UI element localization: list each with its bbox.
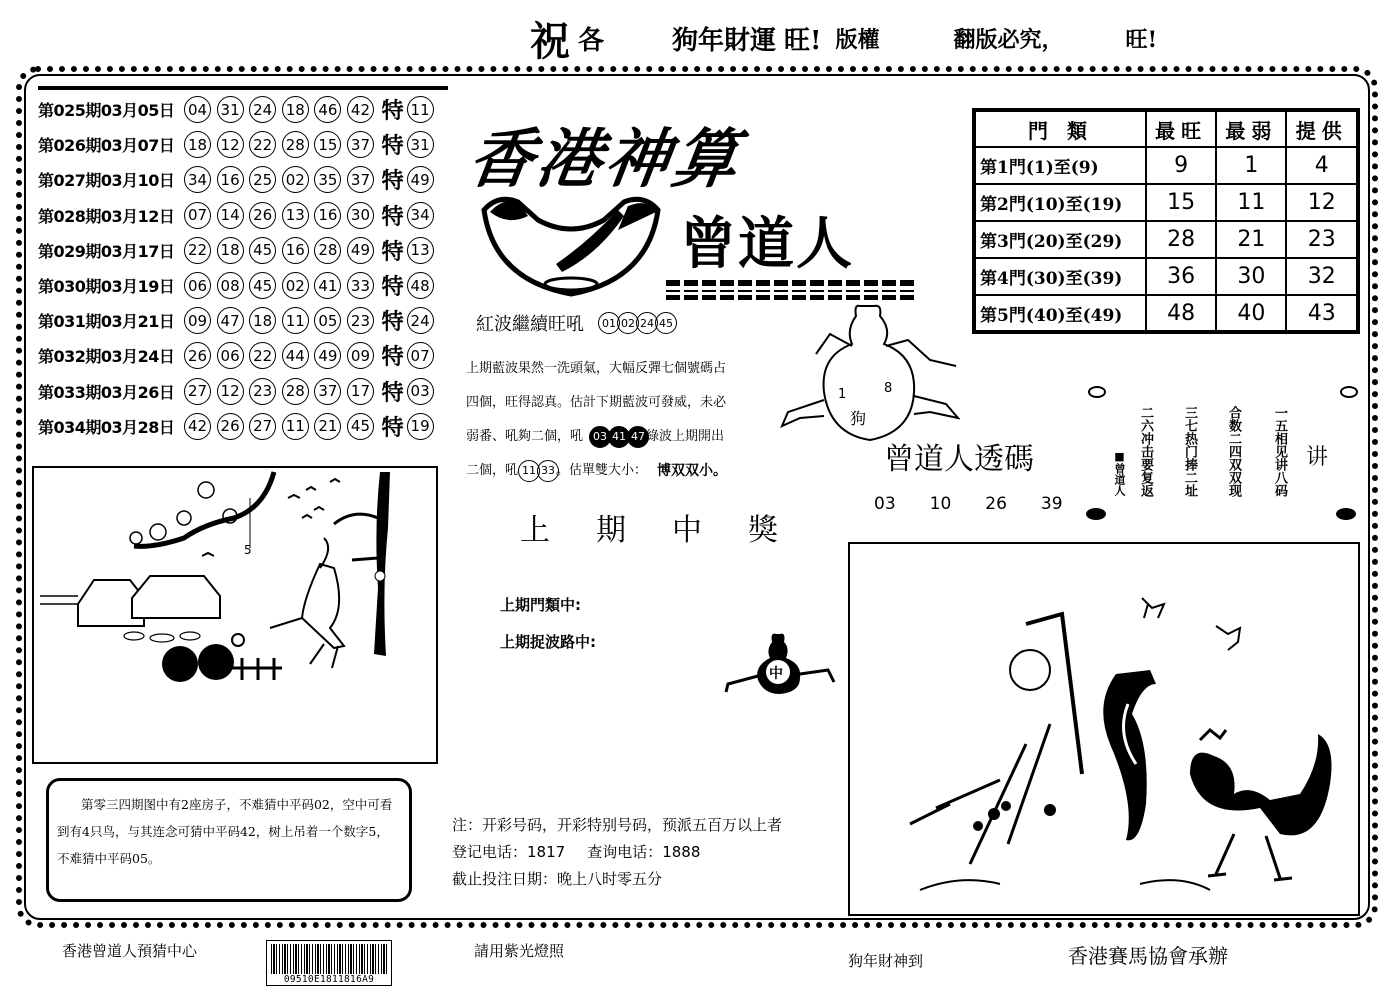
last-winner-heading: 上期中獎 [520, 513, 824, 548]
author-name: 曾道人 [680, 211, 854, 277]
footer-center: 香港曾道人預猜中心 [62, 942, 198, 960]
draw-ball: 06 [184, 272, 211, 299]
special-marker: 特 [381, 344, 404, 371]
draw-ball: 13 [282, 202, 309, 229]
draw-ball: 27 [184, 378, 211, 405]
draw-ball: 16 [282, 237, 309, 264]
hongbo-ball: 45 [655, 312, 677, 334]
special-ball: 19 [407, 413, 434, 440]
tou-ma-number: 03 [874, 494, 896, 514]
notice-block [452, 812, 782, 893]
draw-row [38, 233, 448, 268]
notice-line: 登记电话：1817 查询电话：1888 [452, 843, 701, 861]
draw-ball: 09 [347, 342, 374, 369]
tou-ma-number: 26 [985, 494, 1007, 514]
draw-row [38, 198, 448, 233]
draw-ball: 22 [184, 237, 211, 264]
last-gate-hit: 上期門類中: [500, 596, 581, 614]
banner-gou: 狗年財運 [672, 25, 777, 56]
special-marker: 特 [381, 238, 404, 265]
draw-ball: 05 [314, 307, 341, 334]
hongbo-ball: 02 [617, 312, 639, 334]
tou-ma-title: 曾道人透碼 [884, 442, 1034, 477]
oval-mark [1340, 386, 1358, 398]
draw-ball: 37 [347, 131, 374, 158]
blue-ball: 03 [589, 426, 611, 448]
draw-label: 第033期03月26日 [38, 382, 175, 402]
draw-ball: 28 [282, 131, 309, 158]
draw-ball: 27 [249, 413, 276, 440]
gourd-n1: 1 [838, 387, 847, 402]
special-ball: 11 [407, 96, 434, 123]
draw-ball: 18 [249, 307, 276, 334]
gourd-dog: 狗 [850, 409, 867, 428]
gate-hot: 15 [1146, 184, 1216, 221]
gate-hot: 9 [1146, 147, 1216, 184]
draw-ball: 28 [314, 237, 341, 264]
draw-ball: 22 [249, 342, 276, 369]
banner-banquan: 版權 [835, 26, 880, 53]
special-marker: 特 [381, 414, 404, 441]
gate-tip: 23 [1286, 221, 1358, 258]
draw-ball: 49 [347, 237, 374, 264]
draw-ball: 24 [249, 96, 276, 123]
draw-label: 第034期03月28日 [38, 417, 175, 437]
special-ball: 34 [407, 202, 434, 229]
rooster-picture [848, 542, 1360, 916]
hongbo-ball: 01 [598, 312, 620, 334]
draw-row [38, 162, 448, 197]
page-title: 香港神算 [463, 122, 747, 197]
banner-ge: 各 [578, 25, 605, 56]
draw-ball: 26 [184, 342, 211, 369]
gate-header: 門 類 [974, 110, 1146, 147]
gate-cold: 30 [1216, 258, 1286, 295]
dot-mark [1336, 508, 1356, 520]
draw-row [38, 409, 448, 444]
draw-ball: 23 [249, 378, 276, 405]
draw-ball: 37 [314, 378, 341, 405]
special-ball: 03 [407, 378, 434, 405]
draw-ball: 18 [184, 131, 211, 158]
draw-ball: 15 [314, 131, 341, 158]
analysis-text [466, 352, 766, 488]
special-marker: 特 [381, 274, 404, 301]
hongbo-ball: 24 [636, 312, 658, 334]
footer-dog: 狗年財神到 [848, 952, 924, 970]
special-ball: 24 [407, 307, 434, 334]
draw-ball: 46 [314, 96, 341, 123]
poem-signature: ■曾道人 [1113, 450, 1126, 496]
gate-hot: 36 [1146, 258, 1216, 295]
footer-jockey: 香港賽馬協會承辦 [1068, 944, 1228, 968]
gate-header: 提供 [1286, 110, 1358, 147]
gate-cold: 40 [1216, 295, 1286, 332]
riddle-picture [32, 466, 438, 764]
draw-history [38, 92, 448, 444]
draw-row [38, 374, 448, 409]
gate-tip: 12 [1286, 184, 1358, 221]
draw-row [38, 268, 448, 303]
special-marker: 特 [381, 203, 404, 230]
zhong-badge-icon [724, 630, 836, 698]
gourd-icon [780, 300, 960, 450]
top-banner [530, 10, 1157, 66]
last-wave-hit: 上期捉波路中: [500, 633, 596, 651]
gate-header: 最旺 [1146, 110, 1216, 147]
svg-text:5: 5 [244, 543, 252, 557]
notice-line: 截止投注日期：晚上八时零五分 [452, 870, 663, 888]
hongbo-line [476, 310, 674, 336]
hongbo-label: 紅波繼續旺吼 [476, 314, 584, 335]
gate-row [974, 147, 1358, 184]
tou-ma-numbers [874, 494, 1063, 514]
draw-ball: 12 [217, 378, 244, 405]
oval-mark [1088, 386, 1106, 398]
tou-ma-number: 10 [929, 494, 952, 514]
draw-ball: 34 [184, 166, 211, 193]
analysis-line: 四個，旺得認真。估計下期藍波可發威，未必 [466, 395, 727, 410]
draw-label: 第029期03月17日 [38, 241, 175, 261]
notice-line: 注：开彩号码，开彩特别号码，预派五百万以上者 [452, 816, 783, 834]
green-ball: 33 [537, 460, 559, 482]
draw-ball: 28 [282, 378, 309, 405]
draw-ball: 42 [347, 96, 374, 123]
draw-label: 第030期03月19日 [38, 277, 175, 297]
blue-ball: 41 [608, 426, 630, 448]
gate-label: 第1門(1)至(9) [974, 147, 1146, 184]
draw-ball: 18 [217, 237, 244, 264]
draw-label: 第025期03月05日 [38, 101, 175, 121]
gold-ingot-icon [478, 190, 664, 298]
gate-row [974, 258, 1358, 295]
draw-ball: 41 [314, 272, 341, 299]
green-ball: 11 [518, 460, 540, 482]
poem-line: 合数二四双双现 [1226, 406, 1241, 497]
draw-ball: 30 [347, 202, 374, 229]
draw-ball: 16 [217, 166, 244, 193]
banner-zhu: 祝 [530, 17, 570, 65]
riddle-explanation-text: 第零三四期图中有2座房子，不难猜中平码02，空中可看到有4只鸟，与其连念可猜中平码42，树上吊着一个数字5，不难猜中平码05。 [57, 797, 393, 866]
draw-ball: 45 [249, 272, 276, 299]
gourd-n8: 8 [884, 381, 893, 396]
draw-ball: 06 [217, 342, 244, 369]
gate-header: 最弱 [1216, 110, 1286, 147]
special-marker: 特 [381, 168, 404, 195]
special-ball: 07 [407, 342, 434, 369]
banner-fanban: 翻版必究， [953, 26, 1064, 53]
special-marker: 特 [381, 309, 404, 336]
draw-ball: 11 [282, 413, 309, 440]
draw-ball: 25 [249, 166, 276, 193]
gate-cold: 1 [1216, 147, 1286, 184]
rooster-illustration [850, 544, 1358, 914]
blue-ball: 47 [627, 426, 649, 448]
draw-ball: 35 [314, 166, 341, 193]
special-marker: 特 [381, 379, 404, 406]
draw-ball: 11 [282, 307, 309, 334]
special-marker: 特 [381, 98, 404, 125]
draw-row [38, 92, 448, 127]
draw-ball: 23 [347, 307, 374, 334]
riddle-illustration [34, 468, 436, 762]
poem-line: 二六冲击要复返 [1138, 406, 1153, 497]
draw-ball: 18 [282, 96, 309, 123]
draw-ball: 45 [347, 413, 374, 440]
draw-ball: 42 [184, 413, 211, 440]
gate-row [974, 295, 1358, 332]
gate-tip: 4 [1286, 147, 1358, 184]
gate-tip: 32 [1286, 258, 1358, 295]
draw-label: 第032期03月24日 [38, 347, 175, 367]
draw-ball: 17 [347, 378, 374, 405]
draw-label: 第027期03月10日 [38, 171, 175, 191]
draw-ball: 45 [249, 237, 276, 264]
banner-end: 旺! [1125, 26, 1158, 53]
gate-row [974, 221, 1358, 258]
riddle-explanation [46, 778, 412, 902]
analysis-line: 上期藍波果然一洗頭氣，大幅反彈七個號碼占 [466, 361, 727, 376]
gate-label: 第5門(40)至(49) [974, 295, 1146, 332]
special-ball: 13 [407, 237, 434, 264]
draw-ball: 49 [314, 342, 341, 369]
special-marker: 特 [381, 133, 404, 160]
draw-ball: 04 [184, 96, 211, 123]
draw-row [38, 303, 448, 338]
poem-line: 一五相见讲八码 [1272, 406, 1287, 497]
barcode [266, 940, 392, 986]
barcode-number: 09510E1811816A9 [283, 974, 375, 985]
poem-line: 三七热门捧二址 [1182, 406, 1197, 497]
draw-ball: 08 [217, 272, 244, 299]
draw-ball: 12 [217, 131, 244, 158]
draw-ball: 22 [249, 131, 276, 158]
draw-ball: 16 [314, 202, 341, 229]
gate-hot: 48 [1146, 295, 1216, 332]
analysis-line: 弱番、吼夠二個，吼 03 41 47 綠波上期開出 [466, 420, 766, 454]
gate-hot: 28 [1146, 221, 1216, 258]
special-ball: 31 [407, 131, 434, 158]
draw-ball: 26 [249, 202, 276, 229]
gate-tip: 43 [1286, 295, 1358, 332]
draw-ball: 33 [347, 272, 374, 299]
draw-label: 第031期03月21日 [38, 312, 175, 332]
draw-ball: 37 [347, 166, 374, 193]
gate-cold: 11 [1216, 184, 1286, 221]
draw-ball: 02 [282, 166, 309, 193]
dot-mark [1086, 508, 1106, 520]
draw-label: 第028期03月12日 [38, 206, 175, 226]
draw-ball: 21 [314, 413, 341, 440]
footer-uv: 請用紫光燈照 [474, 942, 565, 960]
draw-row [38, 127, 448, 162]
gate-cold: 21 [1216, 221, 1286, 258]
hatch-bar [666, 280, 918, 300]
jiang-char: 讲 [1306, 445, 1329, 470]
draw-ball: 47 [217, 307, 244, 334]
gate-table [972, 108, 1360, 334]
tou-ma-number: 39 [1040, 494, 1063, 514]
draw-ball: 14 [217, 202, 244, 229]
gate-label: 第3門(20)至(29) [974, 221, 1146, 258]
draw-history-bar [38, 86, 448, 90]
draw-ball: 44 [282, 342, 309, 369]
analysis-line: 二個，吼 11 33 。估單雙大小： 博双双小。 [466, 454, 766, 488]
draw-ball: 02 [282, 272, 309, 299]
banner-tail: 旺! [784, 25, 822, 56]
draw-ball: 31 [217, 96, 244, 123]
special-ball: 48 [407, 272, 434, 299]
draw-label: 第026期03月07日 [38, 136, 175, 156]
zhong-label: 中 [769, 666, 783, 682]
gate-row [974, 184, 1358, 221]
gate-label: 第2門(10)至(19) [974, 184, 1146, 221]
gate-label: 第4門(30)至(39) [974, 258, 1146, 295]
draw-ball: 09 [184, 307, 211, 334]
draw-ball: 26 [217, 413, 244, 440]
draw-row [38, 338, 448, 373]
draw-ball: 07 [184, 202, 211, 229]
special-ball: 49 [407, 166, 434, 193]
